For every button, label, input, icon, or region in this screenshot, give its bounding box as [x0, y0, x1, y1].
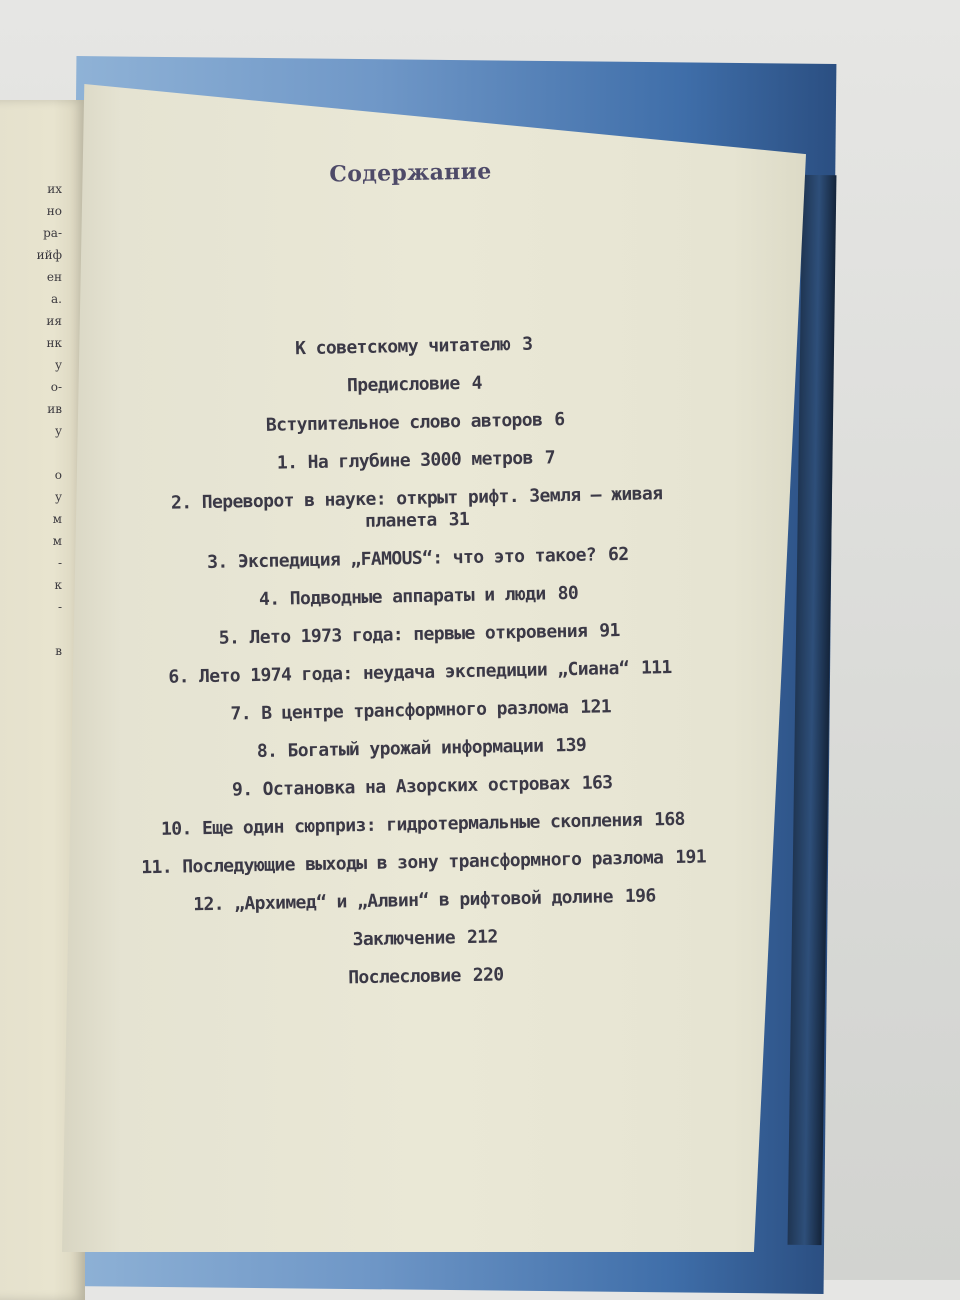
toc-entry-title: Вступительное слово авторов — [265, 409, 543, 436]
toc-entry-title: 9. Остановка на Азорских островах — [231, 773, 570, 801]
toc-entry — [124, 330, 704, 363]
left-line: ив — [47, 402, 62, 416]
left-line: о — [54, 468, 62, 482]
toc-entry-title: Заключение — [352, 927, 456, 951]
toc-entry-page: 80 — [557, 582, 579, 605]
toc-entry — [132, 770, 712, 803]
left-page-text — [2, 178, 62, 662]
toc-title: Содержание — [329, 158, 492, 188]
toc-entry-page: 220 — [472, 964, 504, 986]
toc-entry — [131, 694, 711, 727]
toc-entry-page: 3 — [521, 333, 533, 355]
toc-entry — [133, 808, 713, 841]
toc-entry-page: 121 — [580, 696, 612, 718]
toc-entry-page: 139 — [555, 734, 587, 757]
left-line: нк — [46, 336, 62, 350]
toc-entry-title: 10. Еще один сюрприз: гидротермальные скопления — [160, 809, 643, 840]
toc-entry — [130, 656, 710, 689]
left-line: в — [55, 644, 62, 658]
toc-entry-title: 8. Богатый урожай информации — [256, 735, 544, 763]
toc-entry-page: 6 — [554, 409, 565, 431]
left-line: у — [54, 490, 62, 504]
toc-entry-page: 31 — [448, 508, 470, 531]
toc-entry-page: 4 — [471, 372, 483, 394]
left-line: а. — [51, 292, 62, 306]
toc-entry — [127, 482, 708, 537]
toc-entry-title: 5. Лето 1973 года: первые откровения — [218, 620, 588, 649]
toc-entry-page: 196 — [624, 885, 656, 908]
left-line: м — [52, 534, 62, 548]
toc-entry — [135, 922, 715, 955]
toc-entry-page: 111 — [640, 657, 672, 679]
toc-entry — [136, 960, 716, 993]
left-line: м — [52, 512, 62, 526]
toc-entry — [134, 884, 714, 917]
toc-entry — [129, 618, 709, 651]
toc-entry-title: 1. На глубине 3000 метров — [276, 447, 533, 474]
toc-entry-page: 191 — [675, 846, 707, 869]
left-line: но — [46, 204, 62, 218]
left-line: ия — [46, 314, 62, 328]
toc-entry — [128, 580, 708, 613]
toc-entry-page: 168 — [653, 808, 686, 831]
toc-entry-page: 91 — [599, 620, 620, 642]
toc-entry-title: 11. Последующие выходы в зону трансформного разлома — [141, 847, 664, 879]
left-line — [2, 442, 62, 464]
toc-entry — [134, 846, 714, 879]
table-of-contents — [120, 144, 716, 1009]
left-line: их — [47, 182, 62, 196]
toc-entry-title: 12. „Архимед“ и „Алвин“ в рифтовой долине — [193, 886, 614, 916]
left-line — [2, 618, 62, 640]
toc-entry — [128, 542, 708, 575]
toc-entry-page: 163 — [581, 772, 613, 794]
left-line: у — [54, 358, 62, 372]
left-line: к — [54, 578, 62, 592]
toc-entry-page: 212 — [466, 926, 498, 949]
toc-entry-page: 62 — [607, 543, 629, 566]
toc-entry — [126, 444, 706, 477]
toc-entry — [124, 368, 704, 401]
left-line: - — [57, 600, 62, 614]
toc-entry-title: 7. В центре трансформного разлома — [230, 697, 569, 725]
toc-entry-title: 2. Переворот в науке: открыт рифт. Земля — живая планета — [170, 483, 663, 532]
toc-entry-title: Предисловие — [346, 373, 460, 397]
toc-entry-title: 4. Подводные аппараты и люди — [258, 583, 546, 610]
left-line: - — [57, 556, 62, 570]
toc-entry-title: 6. Лето 1974 года: неудача экспедиции „Сиана“ — [168, 657, 630, 688]
toc-entry — [131, 732, 711, 765]
left-line: у — [54, 424, 62, 438]
toc-entry-title: 3. Экспедиция „FAMOUS“: что это такое? — [206, 544, 597, 573]
left-line: ен — [46, 270, 62, 284]
toc-entry — [125, 406, 705, 439]
left-line: о- — [50, 380, 62, 394]
left-line: ийф — [36, 248, 62, 262]
toc-entry-title: К советскому читателю — [294, 334, 511, 360]
toc-entry-page: 7 — [544, 447, 556, 469]
left-line: ра- — [43, 226, 62, 240]
toc-entry-title: Послесловие — [348, 965, 461, 989]
